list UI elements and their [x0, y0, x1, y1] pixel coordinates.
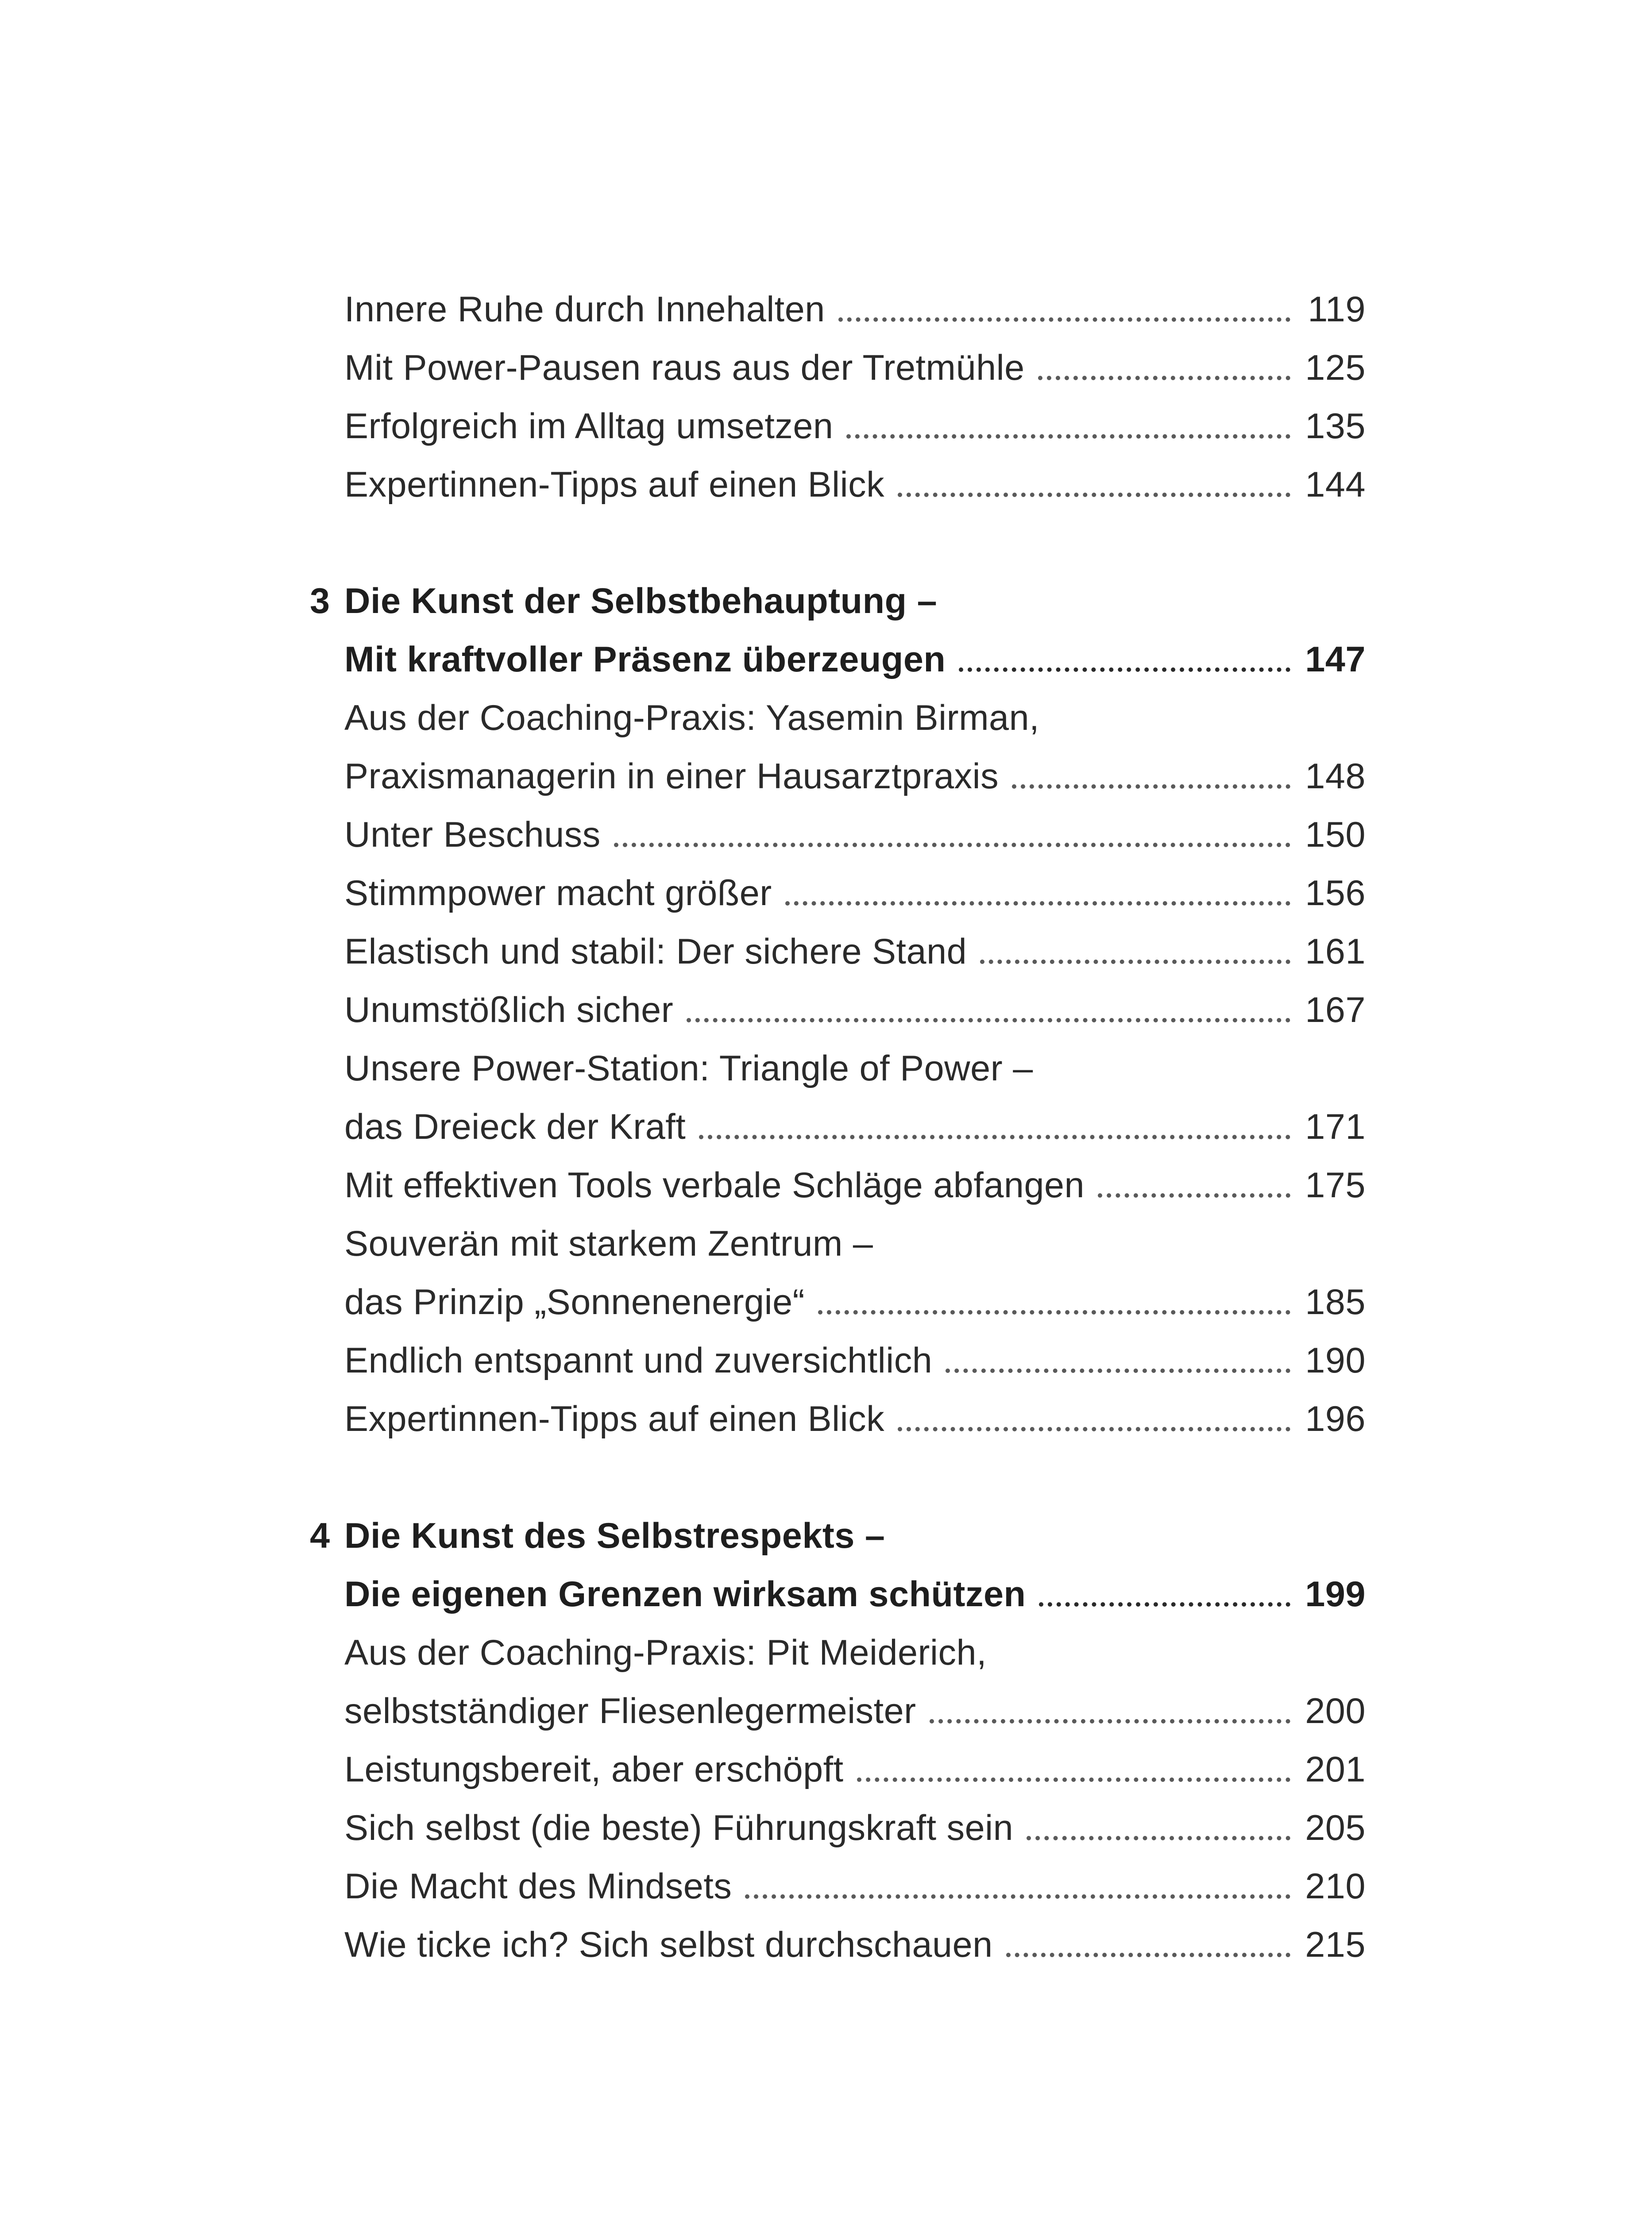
chapter-page: 199: [1305, 1574, 1366, 1614]
dot-leader: [946, 1331, 1299, 1390]
toc-entry: [344, 397, 1366, 455]
toc-entry-title: Sich selbst (die beste) Führungskraft sein: [344, 1808, 1014, 1848]
dot-leader: [857, 1740, 1299, 1799]
toc-entry-title: Mit effektiven Tools verbale Schläge abfangen: [344, 1165, 1085, 1205]
toc-entry: [344, 339, 1366, 397]
dot-leader: [1039, 1565, 1299, 1623]
toc-entry-title: Unter Beschuss: [344, 815, 601, 855]
toc-entry-page: 135: [1305, 406, 1366, 446]
toc-entry: [344, 1916, 1366, 1974]
toc-entry-page: 196: [1305, 1399, 1366, 1439]
toc-entry-title: selbstständiger Fliesenlegermeister: [344, 1691, 916, 1731]
toc-entry-title: Die Macht des Mindsets: [344, 1866, 732, 1906]
toc-entry: [344, 981, 1366, 1039]
toc-entry-title: Praxismanagerin in einer Hausarztpraxis: [344, 756, 999, 796]
toc-entry-page: 171: [1305, 1107, 1366, 1147]
dot-leader: [838, 280, 1299, 339]
toc-entry-title: das Dreieck der Kraft: [344, 1107, 686, 1147]
dot-leader: [614, 806, 1299, 864]
chapter-heading: [344, 572, 1366, 630]
toc-entry-first-line: [344, 689, 1366, 747]
toc-entry: [344, 1857, 1366, 1916]
toc-entry-title: Expertinnen-Tipps auf einen Blick: [344, 1399, 885, 1439]
toc-entry-page: 167: [1305, 990, 1366, 1030]
toc-entry-page: 144: [1305, 465, 1366, 505]
toc-entry-title: Aus der Coaching-Praxis: Pit Meiderich,: [344, 1633, 987, 1673]
dot-leader: [846, 397, 1299, 455]
toc-entry: [344, 1156, 1366, 1214]
dot-leader: [1006, 1916, 1299, 1974]
toc-entry-page: 150: [1305, 815, 1366, 855]
chapter-heading: [344, 630, 1366, 689]
toc-entry: [344, 1799, 1366, 1857]
toc-entry-title: Expertinnen-Tipps auf einen Blick: [344, 465, 885, 505]
chapter-heading: [344, 1507, 1366, 1565]
dot-leader: [687, 981, 1299, 1039]
toc-entry-title: Endlich entspannt und zuversichtlich: [344, 1341, 933, 1380]
dot-leader: [898, 1390, 1299, 1448]
toc-entry-page: 148: [1305, 756, 1366, 796]
toc-entry-page: 161: [1305, 932, 1366, 972]
toc-entry: [344, 1273, 1366, 1331]
toc-entry-page: 190: [1305, 1341, 1366, 1380]
toc-entry-title: Innere Ruhe durch Innehalten: [344, 289, 825, 329]
toc-entry-first-line: [344, 1214, 1366, 1273]
toc-entry-title: Unumstößlich sicher: [344, 990, 674, 1030]
chapter-page: 147: [1305, 640, 1366, 679]
toc-entry-page: 205: [1305, 1808, 1366, 1848]
toc-entry-first-line: [344, 1623, 1366, 1682]
toc-entry: [344, 1390, 1366, 1448]
toc-entry-page: 201: [1305, 1750, 1366, 1789]
toc-entry-page: 185: [1305, 1282, 1366, 1322]
dot-leader: [1012, 747, 1299, 806]
toc-entry: [344, 280, 1366, 339]
toc-entry-title: Unsere Power-Station: Triangle of Power –: [344, 1049, 1033, 1088]
dot-leader: [785, 864, 1299, 922]
toc-entry-page: 156: [1305, 873, 1366, 913]
toc-entry: [344, 1098, 1366, 1156]
dot-leader: [1027, 1799, 1299, 1857]
toc-entry-title: Stimmpower macht größer: [344, 873, 772, 913]
toc-entry-title: Erfolgreich im Alltag umsetzen: [344, 406, 834, 446]
toc-entry-title: Mit Power-Pausen raus aus der Tretmühle: [344, 348, 1025, 388]
toc-entry-title: Leistungsbereit, aber erschöpft: [344, 1750, 844, 1789]
toc-entry: [344, 864, 1366, 922]
toc-entry-title: das Prinzip „Sonnenenergie“: [344, 1282, 805, 1322]
dot-leader: [898, 455, 1299, 514]
chapter-title-line: Die Kunst des Selbstrespekts –: [344, 1516, 885, 1556]
toc-entry: [344, 806, 1366, 864]
chapter-heading: [344, 1565, 1366, 1623]
dot-leader: [980, 922, 1299, 981]
toc-entry-title: Aus der Coaching-Praxis: Yasemin Birman,: [344, 698, 1040, 738]
dot-leader: [930, 1682, 1299, 1740]
dot-leader: [699, 1098, 1299, 1156]
toc-entry: [344, 922, 1366, 981]
toc-entry: [344, 455, 1366, 514]
dot-leader: [1098, 1156, 1299, 1214]
toc-entry: [344, 1682, 1366, 1740]
toc-entry-page: 119: [1308, 289, 1366, 329]
toc-entry-first-line: [344, 1039, 1366, 1098]
chapter-number: 3: [310, 581, 330, 621]
dot-leader: [959, 630, 1299, 689]
chapter-title-line: Die Kunst der Selbstbehauptung –: [344, 581, 938, 621]
toc-entry-title: Wie ticke ich? Sich selbst durchschauen: [344, 1925, 993, 1965]
dot-leader: [745, 1857, 1299, 1916]
toc-entry-page: 215: [1305, 1925, 1366, 1965]
chapter-number: 4: [310, 1516, 330, 1556]
toc-entry-title: Souverän mit starkem Zentrum –: [344, 1224, 873, 1264]
toc-entry-page: 175: [1305, 1165, 1366, 1205]
toc-entry-page: 125: [1305, 348, 1366, 388]
chapter-title-line: Mit kraftvoller Präsenz überzeugen: [344, 640, 946, 679]
toc-entry: [344, 1331, 1366, 1390]
dot-leader: [1038, 339, 1299, 397]
toc-entry: [344, 1740, 1366, 1799]
dot-leader: [818, 1273, 1299, 1331]
toc-entry-page: 210: [1305, 1866, 1366, 1906]
toc-entry-page: 200: [1305, 1691, 1366, 1731]
toc-entry: [344, 747, 1366, 806]
toc-entry-title: Elastisch und stabil: Der sichere Stand: [344, 932, 967, 972]
chapter-title-line: Die eigenen Grenzen wirksam schützen: [344, 1574, 1026, 1614]
